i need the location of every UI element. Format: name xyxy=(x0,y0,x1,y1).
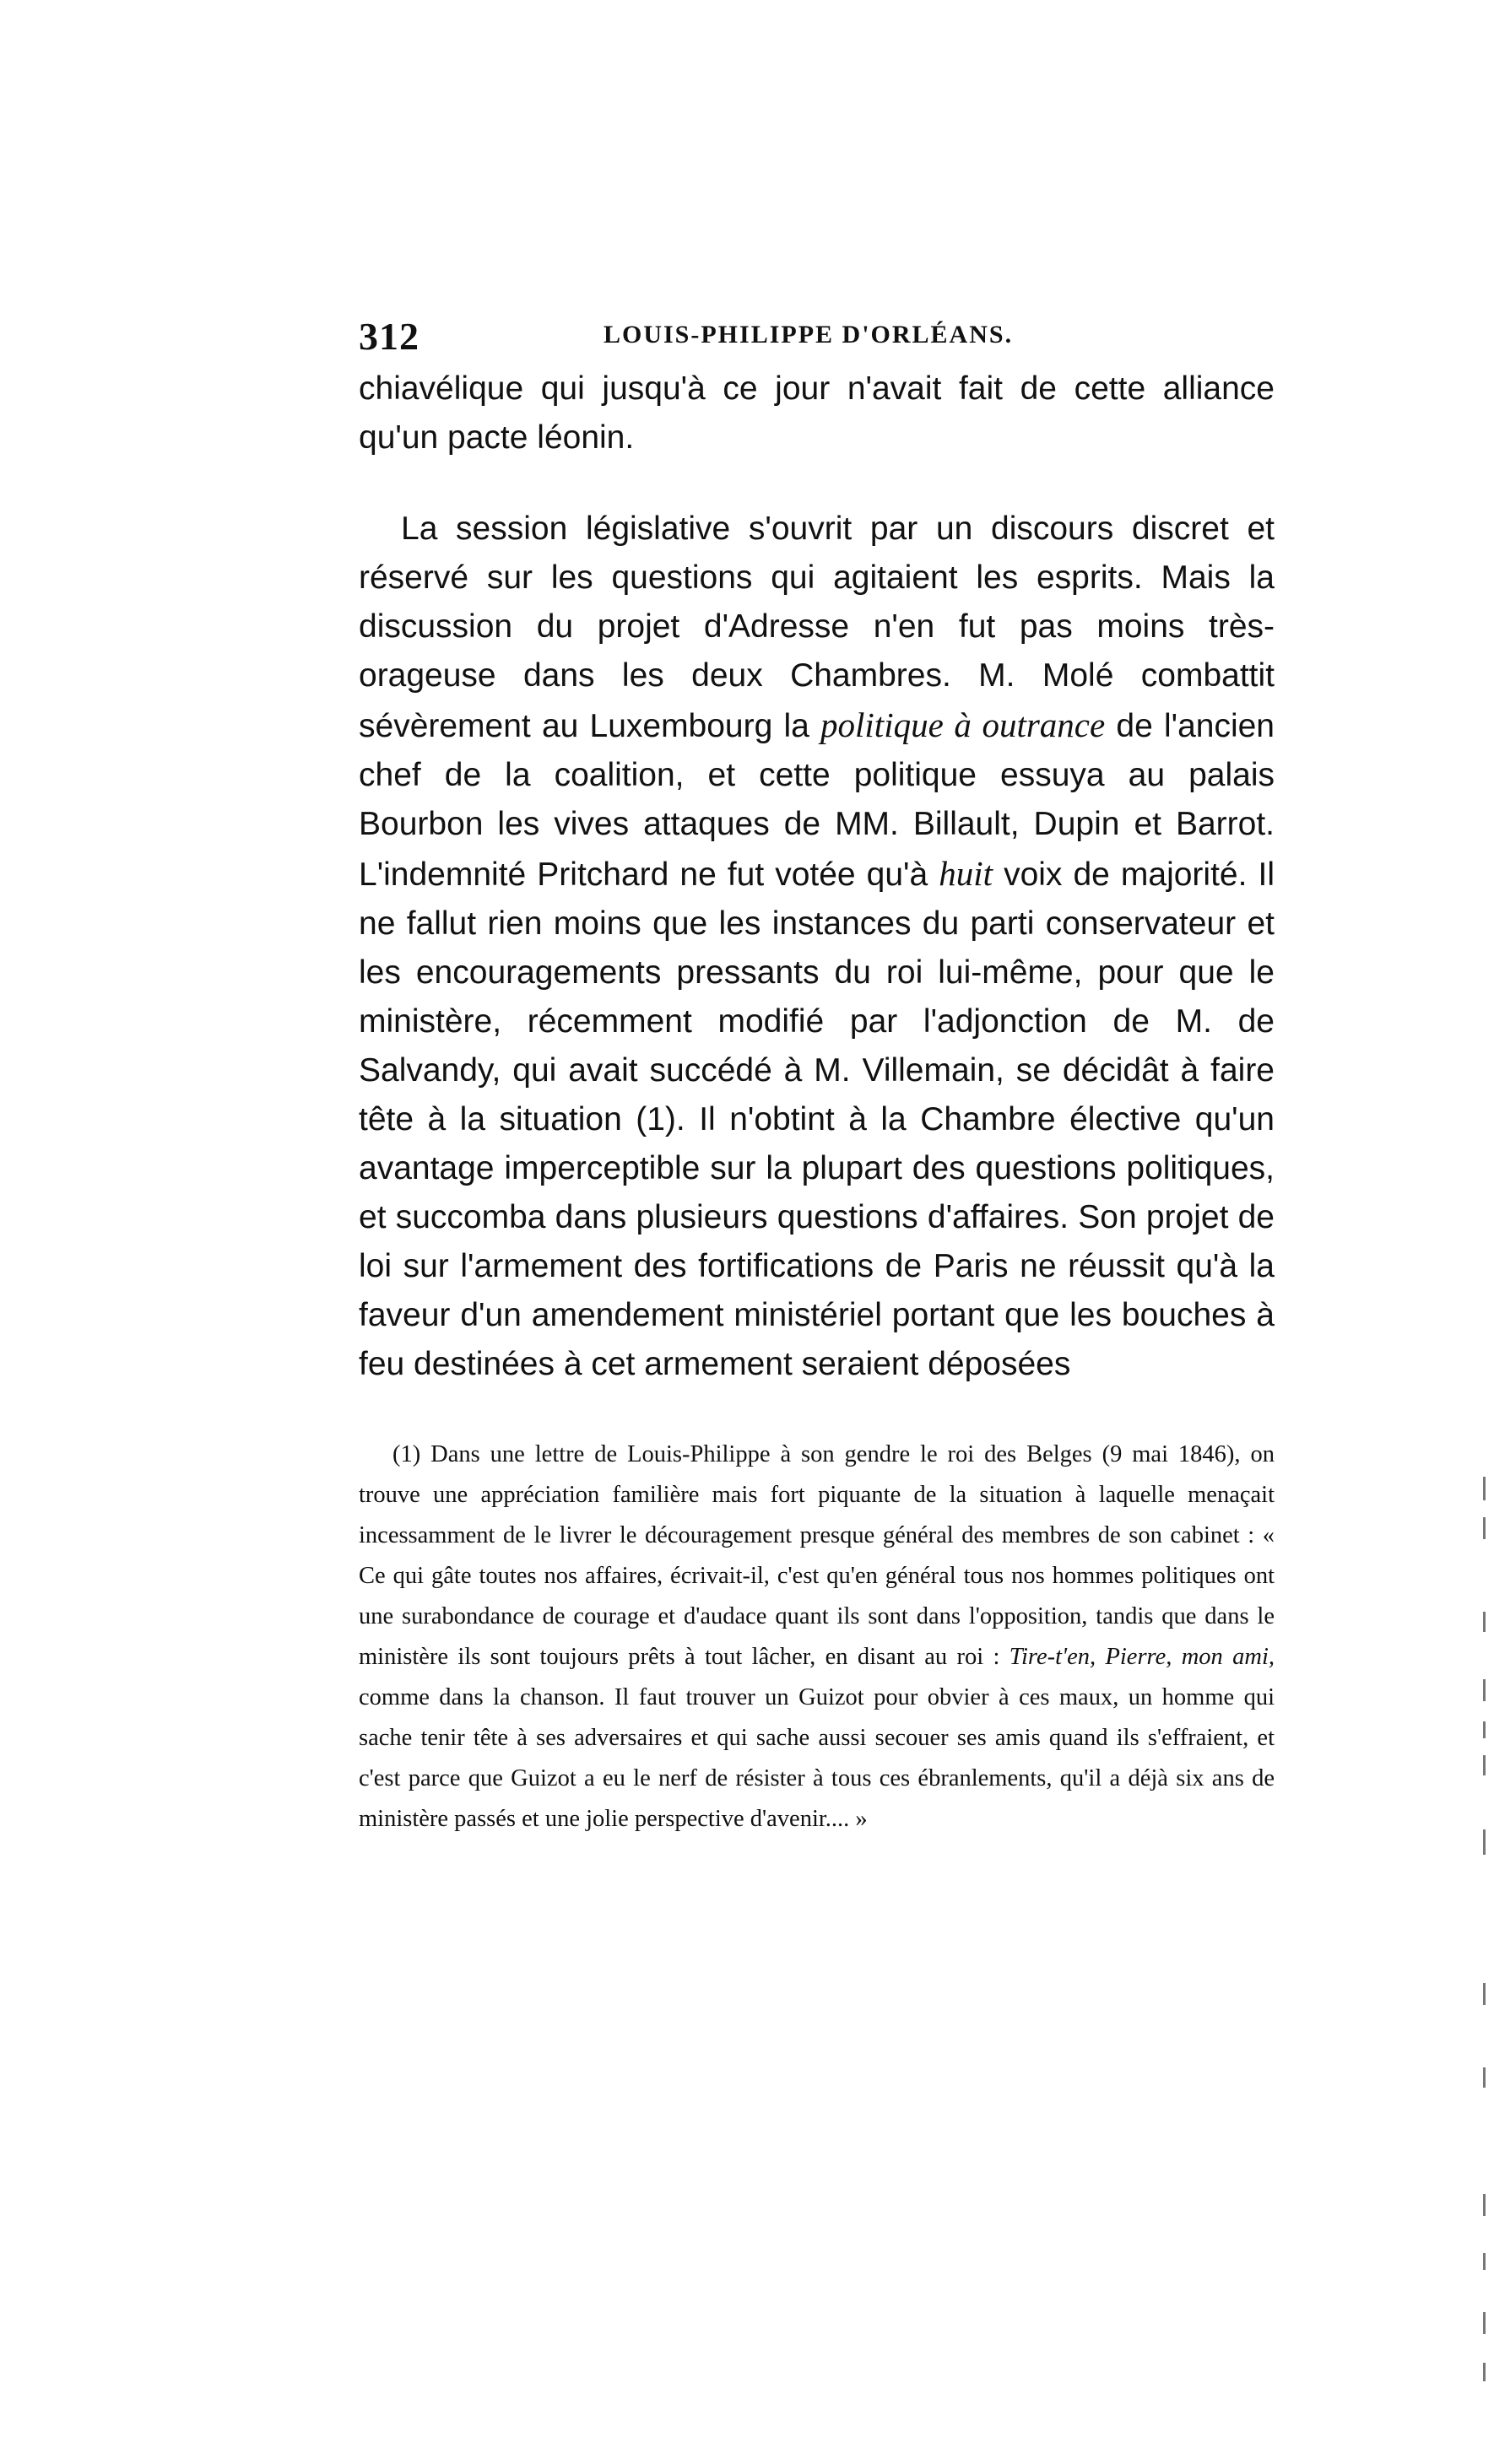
page-number: 312 xyxy=(359,315,420,358)
margin-mark xyxy=(1483,2253,1486,2270)
paragraph-gap xyxy=(359,462,1275,505)
margin-mark xyxy=(1483,1612,1486,1632)
margin-mark xyxy=(1483,1679,1486,1701)
italic-word-huit: huit xyxy=(939,854,993,893)
margin-mark xyxy=(1483,1755,1486,1775)
footnote xyxy=(359,1435,1275,1840)
footnote-text-part-2: comme dans la chanson. Il faut trouver un Guizot pour obvier à ces maux, un homme qui sache tenir tête à ses adversaires et qui sache aussi secouer ses amis quand ils s'effraient, et c'est parce que Guizot a eu le nerf de résister à tous ces ébranlements, qu'il a déjà six ans de ministère passés et une jolie perspective d'avenir.... » xyxy=(359,1684,1275,1832)
running-title: LOUIS-PHILIPPE D'ORLÉANS. xyxy=(604,321,1014,349)
margin-mark xyxy=(1483,2194,1486,2216)
margin-mark xyxy=(1483,1721,1486,1738)
carry-over-paragraph: chiavélique qui jusqu'à ce jour n'avait fait de cette alliance qu'un pacte léonin. xyxy=(359,370,1275,456)
margin-mark xyxy=(1483,2312,1486,2334)
paragraph-text-part-1: La session législative s'ouvrit par un discours discret et réservé sur les questions qui agitaient les esprits. Mais la discussion du projet d'Adresse n'en fut pas moins très-orageuse dans les deux Chambres. M. Molé combattit sévèrement au Luxembourg la xyxy=(359,511,1275,744)
margin-mark xyxy=(1483,1829,1486,1855)
margin-mark xyxy=(1483,2067,1486,2088)
paragraph-text-part-2: de l'ancien chef de la coalition, et cette politique essuya au palais Bourbon les vives attaques de MM. Billault, Dupin et Barrot. L'indemnité Pritchard ne fut votée qu'à xyxy=(359,708,1275,893)
margin-mark xyxy=(1483,1477,1486,1500)
footnote-italic-quote: Tire-t'en, Pierre, mon ami, xyxy=(1009,1644,1275,1670)
footnote-text-part-1: (1) Dans une lettre de Louis-Philippe à son gendre le roi des Belges (9 mai 1846), on trouve une appréciation familière mais fort piquante de la situation à laquelle menaçait incessamment de le livrer le découragement presque général des membres de son cabinet : « Ce qui gâte toutes nos affaires, écrivait-il, c'est qu'en général tous nos hommes politiques ont une surabondance de courage et d'audace quant ils sont dans l'opposition, tandis que dans le ministère ils sont toujours prêts à tout lâcher, en disant au roi : xyxy=(359,1441,1275,1670)
italic-phrase-politique: politique à outrance xyxy=(820,705,1106,744)
main-paragraph xyxy=(359,505,1275,1389)
margin-mark xyxy=(1483,2363,1486,2381)
paragraph-text-part-3: voix de majorité. Il ne fallut rien moins que les instances du parti conservateur et les encouragements pressants du roi lui-même, pour que le ministère, récemment modifié par l'adjonction de M. de Salvandy, qui avait succédé à M. Villemain, se décidât à faire tête à la situation (1). Il n'obtint à la Chambre élective qu'un avantage imperceptible sur la plupart des questions politiques, et succomba dans plusieurs questions d'affaires. Son projet de loi sur l'armement des fortifications de Paris ne réussit qu'à la faveur d'un amendement ministériel portant que les bouches à feu destinées à cet armement seraient déposées xyxy=(359,856,1275,1382)
margin-mark xyxy=(1483,1983,1486,2005)
scan-margin-marks xyxy=(1483,1477,1486,2422)
body-text xyxy=(359,365,1275,1389)
margin-mark xyxy=(1483,1517,1486,1539)
page-header xyxy=(359,314,1275,365)
